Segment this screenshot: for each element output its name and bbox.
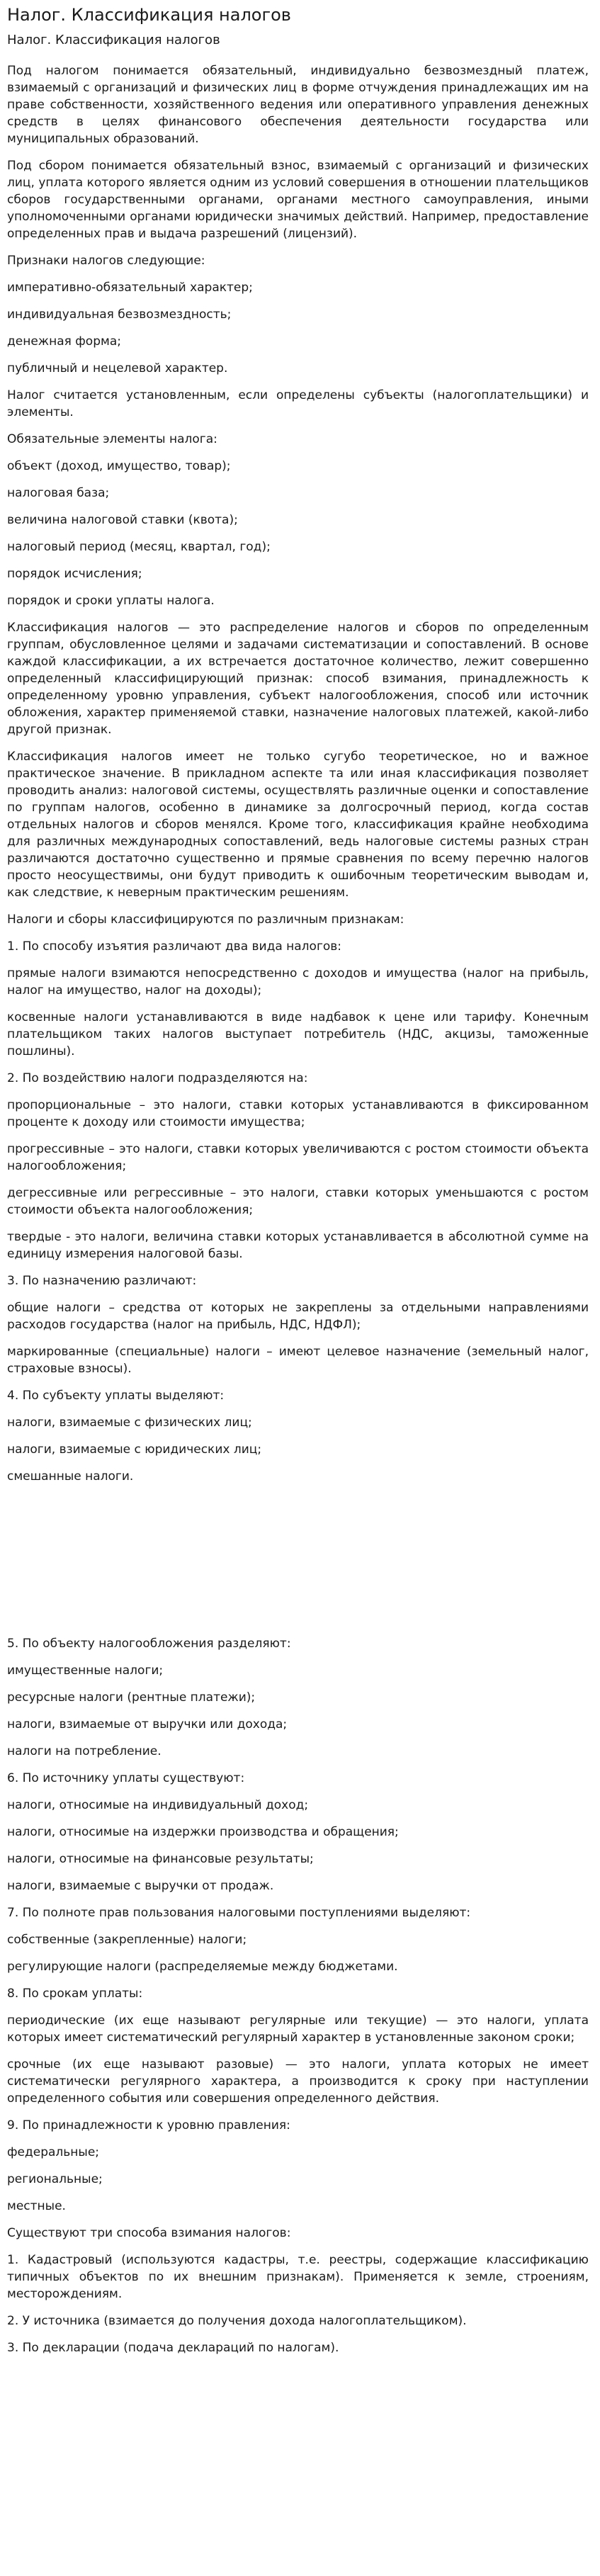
list-item: срочные (их еще называют разовые) — это налоги, уплата которых не имеет систематически регулярного характера, а производится к сроку при наступлении определенного события или совершения определенного действия. — [7, 2057, 589, 2106]
list-item: индивидуальная безвозмездность; — [7, 307, 232, 322]
list-item: региональные; — [7, 2172, 103, 2186]
article-body-top — [7, 62, 589, 1485]
list-item: дегрессивные или регрессивные – это налоги, ставки которых уменьшаются с ростом стоимости объекта налогообложения; — [7, 1186, 589, 1217]
list-item: пропорциональные – это налоги, ставки которых устанавливаются в фиксированном проценте к доходу или стоимости имущества; — [7, 1098, 589, 1129]
paragraph: Под налогом понимается обязательный, индивидуально безвозмездный платеж, взимаемый с организаций и физических лиц в форме отчуждения принадлежащих им на праве собственности, хозяйственного ведения или оперативного управления денежных средств в целях финансового обеспечения деятельности государства или муниципальных образований. — [7, 64, 589, 146]
list-item: федеральные; — [7, 2145, 100, 2159]
list-item: 2. У источника (взимается до получения дохода налогоплательщиком). — [7, 2314, 467, 2328]
section-heading: 3. По назначению различают: — [7, 1274, 197, 1288]
list-item: порядок исчисления; — [7, 567, 142, 581]
paragraph: Обязательные элементы налога: — [7, 432, 217, 446]
list-item: денежная форма; — [7, 334, 121, 349]
list-item: общие налоги – средства от которых не закреплены за отдельными направлениями расходов государства (налог на прибыль, НДС, НДФЛ); — [7, 1301, 589, 1332]
list-item: величина налоговой ставки (квота); — [7, 513, 238, 527]
list-item: местные. — [7, 2199, 66, 2213]
list-item: налоги, взимаемые с физических лиц; — [7, 1416, 252, 1430]
paragraph: Под сбором понимается обязательный взнос, взимаемый с организаций и физических лиц, уплата которого является одним из условий совершения в отношении плательщиков сборов государственными органами, органами местного самоуправления, иными уполномоченными органами юридически значимых действий. Например, предоставление определенных прав и выдача разрешений (лицензий). — [7, 159, 589, 241]
list-item: регулирующие налоги (распределяемые между бюджетами. — [7, 1960, 398, 1974]
section-heading: 8. По срокам уплаты: — [7, 1987, 143, 2001]
list-item: налоговая база; — [7, 486, 110, 500]
list-item: периодические (их еще называют регулярные или текущие) — это налоги, уплата которых имеет систематический регулярный характер в установленные законом сроки; — [7, 2013, 589, 2045]
page-title: Налог. Классификация налогов — [7, 5, 291, 25]
list-item: налоги, взимаемые от выручки или дохода; — [7, 1717, 288, 1732]
section-heading: 4. По субъекту уплаты выделяют: — [7, 1389, 225, 1403]
list-item: 3. По декларации (подача деклараций по налогам). — [7, 2341, 339, 2355]
paragraph: Признаки налогов следующие: — [7, 254, 205, 268]
list-item: налоги, относимые на издержки производства и обращения; — [7, 1825, 399, 1839]
list-item: публичный и нецелевой характер. — [7, 361, 228, 375]
list-item: имущественные налоги; — [7, 1663, 164, 1678]
section-heading: 5. По объекту налогообложения разделяют: — [7, 1637, 291, 1651]
list-item: 1. Кадастровый (используются кадастры, т.е. реестры, содержащие классификацию типичных объектов по их внешним признакам). Применяется к земле, строениям, месторождениям. — [7, 2253, 589, 2301]
list-item: ресурсные налоги (рентные платежи); — [7, 1690, 256, 1705]
list-item: порядок и сроки уплаты налога. — [7, 594, 215, 608]
list-item: налоги, взимаемые с юридических лиц; — [7, 1442, 262, 1457]
list-item: прогрессивные – это налоги, ставки которых увеличиваются с ростом стоимости объекта налогообложения; — [7, 1142, 589, 1173]
list-item: смешанные налоги. — [7, 1469, 134, 1484]
paragraph: Существуют три способа взимания налогов: — [7, 2226, 291, 2240]
article-body-bottom — [7, 1635, 589, 2356]
section-heading: 6. По источнику уплаты существуют: — [7, 1771, 245, 1785]
section-heading: 1. По способу изъятия различают два вида налогов: — [7, 939, 342, 954]
section-heading: 2. По воздействию налоги подразделяются на: — [7, 1071, 308, 1085]
list-item: твердые - это налоги, величина ставки которых устанавливается в абсолютной сумме на единицу измерения налоговой базы. — [7, 1230, 589, 1261]
blank-space — [7, 1495, 589, 1635]
paragraph: Классификация налогов — это распределение налогов и сборов по определенным группам, обусловленное целями и задачами систематизации и сопоставлений. В основе каждой классификации, а их встречается достаточное количество, лежит совершенно определенный классифицирующий признак: способ взимания, принадлежность к определенному уровню управления, субъект налогообложения, способ или источник обложения, характер применяемой ставки, назначение налоговых платежей, какой-либо другой признак. — [7, 621, 589, 737]
article-subtitle: Налог. Классификация налогов — [7, 33, 220, 47]
list-item: налоги на потребление. — [7, 1744, 162, 1758]
section-heading: 7. По полноте прав пользования налоговыми поступлениями выделяют: — [7, 1906, 471, 1920]
list-item: маркированные (специальные) налоги – имеют целевое назначение (земельный налог, страховые взносы). — [7, 1345, 589, 1376]
section-heading: 9. По принадлежности к уровню правления: — [7, 2118, 290, 2132]
list-item: косвенные налоги устанавливаются в виде надбавок к цене или тарифу. Конечным плательщиком таких налогов выступает потребитель (НДС, акцизы, таможенные пошлины). — [7, 1010, 589, 1058]
paragraph: Налоги и сборы классифицируются по различным признакам: — [7, 913, 404, 927]
paragraph: Классификация налогов имеет не только сугубо теоретическое, но и важное практическое значение. В прикладном аспекте та или иная классификация позволяет проводить анализ: налоговой системы, осуществлять различные оценки и сопоставление по группам налогов, особенно в динамике за долгосрочный период, когда состав отдельных налогов и сборов менялся. Кроме того, классификация крайне необходима для различных международных сопоставлений, ведь налоговые системы разных стран различаются достаточно существенно и прямые сравнения по всему перечню налогов просто неосуществимы, они будут приводить к ошибочным теоретическим выводам и, как следствие, к неверным практическим решениям. — [7, 750, 589, 900]
list-item: прямые налоги взимаются непосредственно с доходов и имущества (налог на прибыль, налог на имущество, налог на доходы); — [7, 966, 589, 998]
paragraph: Налог считается установленным, если определены субъекты (налогоплательщики) и элементы. — [7, 388, 589, 419]
list-item: налоги, относимые на индивидуальный доход; — [7, 1798, 309, 1812]
list-item: налоги, взимаемые с выручки от продаж. — [7, 1879, 274, 1893]
list-item: налоговый период (месяц, квартал, год); — [7, 540, 271, 554]
list-item: налоги, относимые на финансовые результаты; — [7, 1852, 314, 1866]
list-item: объект (доход, имущество, товар); — [7, 459, 231, 473]
list-item: собственные (закрепленные) налоги; — [7, 1933, 247, 1947]
list-item: императивно-обязательный характер; — [7, 281, 253, 295]
